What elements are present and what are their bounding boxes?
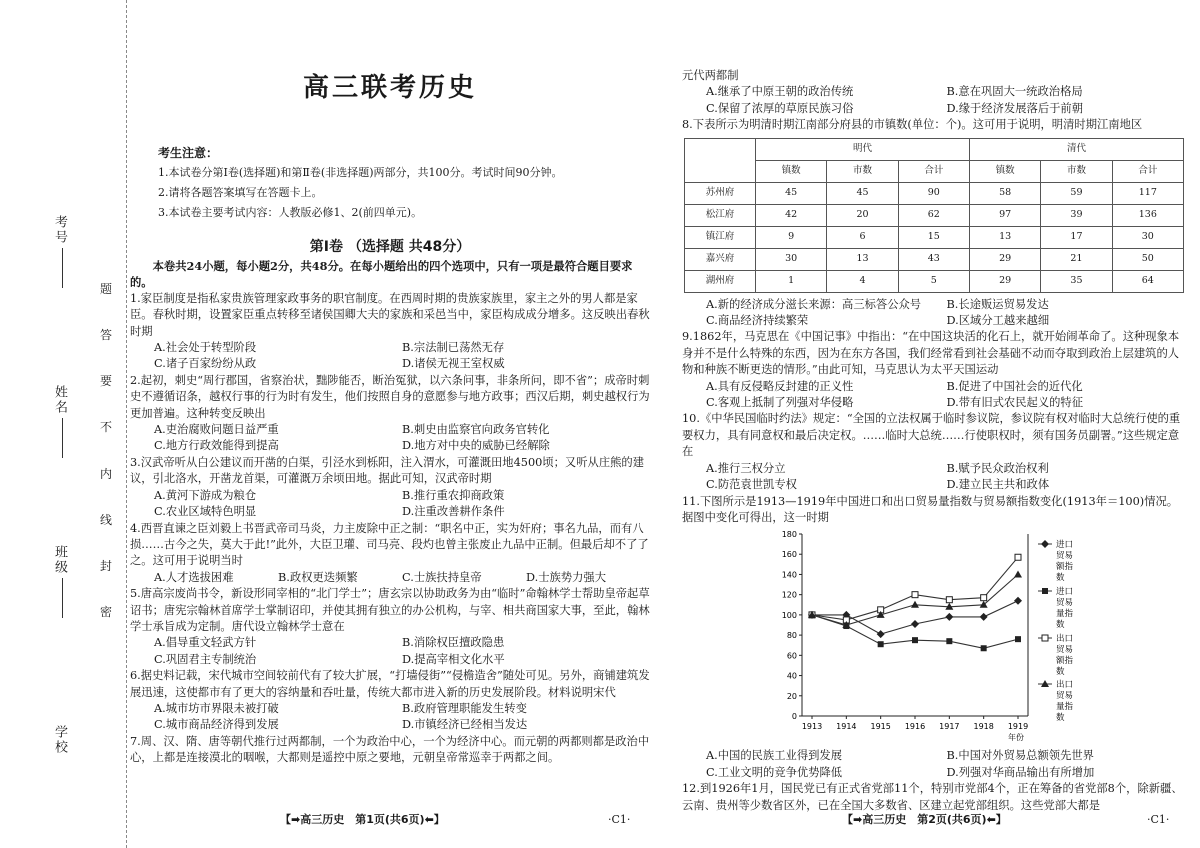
legend-label: 贸易 (1056, 551, 1074, 562)
question-9-options (682, 379, 1187, 412)
section-intro: 本卷共24小题，每小题2分，共48分。在每小题给出的四个选项中，只有一项是最符合题目要求的。 (130, 259, 633, 290)
table-row-label: 苏州府 (685, 182, 756, 204)
table-cell: 45 (756, 182, 827, 204)
series-point (1015, 636, 1021, 642)
option[interactable]: B.宗法制已荡然无存 (402, 341, 505, 355)
legend-label: 数 (1056, 620, 1065, 631)
binding-strip (0, 0, 127, 848)
school-label: 学校 (52, 725, 67, 755)
option[interactable]: C.城市商品经济得到发展 (154, 718, 279, 732)
notice-heading: 考生注意： (158, 146, 219, 160)
seal-line-text (96, 280, 116, 620)
series-point (877, 630, 885, 638)
table-cell: 13 (969, 226, 1040, 248)
legend-label: 贸易 (1056, 691, 1074, 702)
table-cell: 35 (1041, 270, 1112, 292)
legend-label: 出口 (1056, 680, 1074, 691)
market-town-table (684, 138, 1184, 293)
table-cell: 97 (969, 204, 1040, 226)
question-1-options (130, 340, 650, 373)
option[interactable]: B.消除权臣擅政隐患 (402, 636, 505, 650)
question-11-options (682, 748, 1187, 781)
option[interactable]: A.推行三权分立 (706, 461, 786, 475)
y-tick-label: 60 (786, 651, 797, 661)
series-point (946, 638, 952, 644)
name-line (62, 418, 63, 458)
option[interactable]: C.客观上抵制了列强对华侵略 (706, 396, 854, 410)
y-tick-label: 140 (781, 570, 797, 580)
x-axis-label: 年份 (1008, 733, 1024, 743)
option[interactable]: D.注重改善耕作条件 (402, 505, 505, 519)
option[interactable]: B.刺史由监察官向政务官转化 (402, 423, 550, 437)
question-2: 2.起初，刺史“周行郡国，省察治状，黜陟能否，断治冤狱，以六条问事，非条所问，即不省”；成帝时刺史不遵循诏条，越权行事的行为时有发生，他们按照自身的意愿参与地方政事；西汉后期，刺史越权行为更加普遍。这种转变反映出 (130, 373, 650, 420)
option[interactable]: D.提高宰相文化水平 (402, 652, 505, 666)
question-9: 9.1862年，马克思在《中国记事》中指出：“在中国这块活的化石上，就开始闹革命了。这种现象本身并不是什么特殊的东西，因为在东方各国，我们经常看到社会基础不动而夺取到政治上层建筑的人物和种族不断更迭的情形。”由此可知，马克思认为太平天国运动 (682, 330, 1180, 377)
option[interactable]: D.地方对中央的威胁已经解除 (402, 439, 550, 453)
question-3-options (130, 488, 650, 521)
option[interactable]: A.人才选拔困难 (154, 570, 234, 584)
table-cell: 5 (898, 270, 969, 292)
table-row-label: 镇江府 (685, 226, 756, 248)
page-2-flow (682, 68, 1187, 814)
option[interactable]: A.吏治腐败问题日益严重 (154, 423, 279, 437)
x-tick-label: 1916 (904, 722, 926, 732)
table-cell: 62 (898, 204, 969, 226)
page-1-code: ·C1· (608, 813, 631, 826)
legend-marker (1041, 540, 1049, 548)
legend-label: 数 (1056, 573, 1065, 584)
notice-item: 1.本试卷分第Ⅰ卷(选择题)和第Ⅱ卷(非选择题)两部分，共100分。考试时间90分钟。 (158, 166, 563, 179)
option[interactable]: C.工业文明的竞争优势降低 (706, 765, 843, 779)
series-point (912, 637, 918, 643)
trade-index-chart-svg (682, 526, 1187, 748)
table-cell: 30 (756, 248, 827, 270)
option[interactable]: D.列强对华商品输出有所增加 (946, 765, 1095, 779)
exam-number-line (62, 248, 63, 288)
table-cell: 64 (1112, 270, 1183, 292)
table-row (685, 204, 1184, 226)
section-title: 第Ⅰ卷 （选择题 共48分） (309, 239, 471, 255)
table-cell: 6 (827, 226, 898, 248)
option[interactable]: C.巩固君主专制统治 (154, 652, 257, 666)
table-row-label: 嘉兴府 (685, 248, 756, 270)
table-subheader: 合计 (898, 160, 969, 182)
table-row-label: 湖州府 (685, 270, 756, 292)
series-point (912, 592, 918, 598)
legend-label: 量指 (1056, 609, 1074, 620)
table-cell: 90 (898, 182, 969, 204)
legend-label: 进口 (1056, 587, 1074, 598)
option[interactable]: C.诸子百家纷纷从政 (154, 357, 257, 371)
series-point (911, 620, 919, 628)
series-point (911, 601, 919, 608)
option[interactable]: D.建立民主共和政体 (946, 478, 1050, 492)
table-cell: 17 (1041, 226, 1112, 248)
question-6: 6.据史料记载，宋代城市空间较前代有了较大扩展，“打墙侵街”“侵檐造舍”随处可见。另外，商铺建筑发展迅速，这使都市有了更大的容纳量和吞吐量，传统大都市进入新的历史发展阶段。材料说明宋代 (130, 669, 650, 699)
series-point (1014, 571, 1022, 578)
y-tick-label: 0 (791, 712, 797, 722)
option[interactable]: D.士族势力强大 (526, 570, 607, 584)
option[interactable]: D.缘于经济发展落后于前朝 (946, 101, 1084, 115)
question-12: 12.到1926年1月，国民党已有正式省党部11个，特别市党部4个，正在筹备的省党部8个，除新疆、云南、贵州等少数省区外，已在全国大多数省、区建立起党部组织。这些党部大都是 (682, 782, 1183, 812)
table-cell: 1 (756, 270, 827, 292)
option[interactable]: C.防范袁世凯专权 (706, 478, 797, 492)
page-2-code: ·C1· (1147, 813, 1170, 826)
option[interactable]: C.商品经济持续繁荣 (706, 314, 809, 328)
y-tick-label: 20 (786, 692, 797, 702)
question-4-options (130, 570, 650, 586)
x-tick-label: 1918 (973, 722, 994, 732)
table-cell: 4 (827, 270, 898, 292)
legend-label: 贸易 (1056, 598, 1074, 609)
series-point (981, 646, 987, 652)
option[interactable]: A.继承了中原王朝的政治传统 (706, 85, 854, 99)
series-line-3 (812, 558, 1018, 621)
table-subheader: 市数 (827, 160, 898, 182)
table-group-header: 明代 (756, 138, 970, 160)
option[interactable]: B.中国对外贸易总额领先世界 (946, 749, 1094, 763)
x-tick-label: 1917 (939, 722, 960, 732)
question-10: 10.《中华民国临时约法》规定：“全国的立法权属于临时参议院，参议院有权对临时大总统行使的重要权力，具有同意权和最后决定权。……临时大总统……行使职权时，须有国务员副署。”这些规定意在 (682, 412, 1181, 459)
legend-marker (1042, 588, 1048, 594)
table-subheader: 市数 (1041, 160, 1112, 182)
table-subheader: 镇数 (969, 160, 1040, 182)
class-label: 班级 (52, 545, 67, 575)
option[interactable]: A.新的经济成分滋长来源：高三标答公众号 (706, 297, 922, 311)
table-cell: 45 (827, 182, 898, 204)
question-1: 1.家臣制度是指私家贵族管理家政事务的职官制度。在西周时期的贵族家族里，家主之外的男人都是家臣。春秋时期，设置家臣重点转移至诸侯国卿大夫的家族和采邑当中，家臣构成成分增多。这反映出春秋时期 (130, 291, 650, 338)
option[interactable]: B.赋予民众政治权利 (946, 461, 1049, 475)
series-point (980, 613, 988, 621)
question-8-options (682, 297, 1187, 330)
series-point (878, 642, 884, 648)
seal-char: 封 (99, 558, 112, 573)
table-row (685, 248, 1184, 270)
option[interactable]: B.促进了中国社会的近代化 (946, 379, 1083, 393)
table-subheader: 合计 (1112, 160, 1183, 182)
seal-char: 答 (99, 328, 112, 343)
question-5: 5.唐高宗废尚书令，新设形同宰相的“北门学士”；唐玄宗以协助政务为由“临时”命翰林学士帮助皇帝起草诏书；唐宪宗翰林首席学士掌制诏印，并使其拥有独立的办公机构，与宰、相共商国家大事，至此，翰林学士承旨成为定制。唐代设立翰林学士意在 (130, 587, 650, 633)
option[interactable]: C.地方行政效能得到提高 (154, 439, 279, 453)
table-group-header: 清代 (969, 138, 1183, 160)
table-cell: 42 (756, 204, 827, 226)
legend-label: 贸易 (1056, 645, 1074, 656)
y-tick-label: 40 (786, 671, 797, 681)
legend-label: 额指 (1056, 656, 1074, 667)
table-cell: 21 (1041, 248, 1112, 270)
y-tick-label: 120 (781, 590, 797, 600)
table-cell: 43 (898, 248, 969, 270)
x-tick-label: 1915 (870, 722, 891, 732)
x-tick-label: 1914 (836, 722, 857, 732)
table-row (685, 182, 1184, 204)
table-cell: 15 (898, 226, 969, 248)
question-7-continued: 元代两都制 (682, 69, 739, 82)
exam-page-2 (660, 0, 1200, 848)
table-cell: 50 (1112, 248, 1183, 270)
seal-char: 题 (99, 282, 112, 296)
series-point (946, 597, 952, 603)
option[interactable]: B.政权更迭频繁 (278, 570, 358, 584)
table-subheader-row (685, 160, 1184, 182)
y-tick-label: 80 (786, 631, 797, 641)
table-cell: 136 (1112, 204, 1183, 226)
question-7: 7.周、汉、隋、唐等朝代推行过两都制，一个为政治中心，一个为经济中心。而元朝的两都则都是政治中心，上都是连接漠北的咽喉，大都则是遥控中原之要地，元朝皇帝常巡幸于两都之间。 (130, 734, 650, 765)
option[interactable]: B.长途贩运贸易发达 (946, 297, 1049, 311)
legend-label: 数 (1056, 667, 1065, 678)
table-cell: 59 (1041, 182, 1112, 204)
option[interactable]: A.具有反侵略反封建的正义性 (706, 379, 854, 393)
option[interactable]: C.保留了浓厚的草原民族习俗 (706, 101, 854, 115)
option[interactable]: B.政府管理职能发生转变 (402, 701, 527, 715)
legend-label: 额指 (1056, 562, 1074, 573)
series-point (945, 613, 953, 621)
option[interactable]: B.推行重农抑商政策 (402, 488, 505, 502)
legend-label: 量指 (1056, 702, 1074, 713)
question-10-options (682, 461, 1187, 494)
table-cell: 39 (1041, 204, 1112, 226)
question-4: 4.西晋直谏之臣刘毅上书晋武帝司马炎，力主废除中正之制：“职名中正，实为奸府；事名九品，而有八损……古今之失，莫大于此!”此外，大臣卫瓘、司马亮、段灼也曾主张废止九品中正制。但最后却不了了之。这可用于说明当时 (130, 521, 649, 568)
table-corner-cell (685, 138, 756, 182)
legend-label: 出口 (1056, 634, 1074, 645)
legend-label: 进口 (1056, 540, 1074, 551)
exam-number-label: 考号 (52, 215, 67, 245)
page-2-footer: 【➡高三历史 第2页(共6页)⬅】 (842, 813, 1007, 826)
exam-title: 高三联考历史 (302, 73, 477, 103)
table-cell: 9 (756, 226, 827, 248)
seal-char: 内 (99, 466, 112, 481)
class-line (62, 578, 63, 618)
table-row-label: 松江府 (685, 204, 756, 226)
table-header-row (685, 138, 1184, 160)
question-6-options (130, 701, 650, 734)
table-cell: 30 (1112, 226, 1183, 248)
notice-item: 3.本试卷主要考试内容：人教版必修1、2(前四单元)。 (158, 206, 423, 219)
y-tick-label: 160 (781, 550, 797, 560)
legend-label: 数 (1056, 713, 1065, 724)
table-row (685, 270, 1184, 292)
option[interactable]: A.社会处于转型阶段 (154, 341, 257, 355)
series-point (1015, 555, 1021, 561)
x-tick-label: 1919 (1007, 722, 1029, 732)
series-point (981, 595, 987, 601)
seal-char: 线 (99, 512, 112, 527)
table-cell: 58 (969, 182, 1040, 204)
table-cell: 29 (969, 248, 1040, 270)
option[interactable]: A.倡导重文轻武方针 (154, 636, 257, 650)
table-cell: 20 (827, 204, 898, 226)
option[interactable]: D.区域分工越来越细 (946, 314, 1050, 328)
trade-index-chart (682, 526, 1187, 748)
question-7-options (682, 84, 1187, 117)
series-point (1014, 597, 1022, 605)
question-3: 3.汉武帝听从白公建议而开凿的白渠，引泾水到栎阳，注入渭水，可灌溉田地4500顷；又听从庄熊的建议，引北洛水，开凿龙首渠，可灌溉万余顷田地。据此可知，汉武帝时期 (130, 455, 645, 486)
name-label: 姓名 (52, 385, 67, 415)
question-2-options (130, 422, 650, 455)
y-tick-label: 180 (781, 530, 797, 540)
option[interactable]: A.中国的民族工业得到发展 (706, 749, 843, 763)
page-1-footer: 【➡高三历史 第1页(共6页)⬅】 (280, 813, 445, 826)
option[interactable]: D.诸侯无视王室权威 (402, 357, 505, 371)
table-cell: 29 (969, 270, 1040, 292)
seal-char: 要 (99, 374, 112, 389)
table-cell: 13 (827, 248, 898, 270)
y-tick-label: 100 (781, 611, 797, 621)
legend-marker (1042, 635, 1048, 641)
question-8: 8.下表所示为明清时期江南部分府县的市镇数(单位：个)。这可用于说明，明清时期江南地区 (682, 118, 1143, 132)
option[interactable]: D.市镇经济已经相当发达 (402, 718, 528, 732)
option[interactable]: C.农业区域特色明显 (154, 505, 257, 519)
table-cell: 117 (1112, 182, 1183, 204)
x-tick-label: 1913 (801, 722, 823, 732)
notice-item: 2.请将各题答案填写在答题卡上。 (158, 186, 323, 199)
option[interactable]: C.士族扶持皇帝 (402, 570, 482, 584)
option[interactable]: A.黄河下游成为粮仓 (154, 488, 257, 502)
question-11: 11.下图所示是1913—1919年中国进口和出口贸易量指数与贸易额指数变化(1913年＝100)情况。据图中变化可得出，这一时期 (682, 494, 1179, 524)
option[interactable]: A.城市坊市界限未被打破 (154, 701, 279, 715)
table-subheader: 镇数 (756, 160, 827, 182)
candidate-notice (158, 143, 638, 223)
option[interactable]: D.带有旧式农民起义的特征 (946, 396, 1084, 410)
question-5-options (130, 635, 650, 668)
table-row (685, 226, 1184, 248)
question-list (130, 258, 650, 767)
seal-char: 密 (99, 604, 112, 619)
seal-char: 不 (99, 420, 112, 435)
option[interactable]: B.意在巩固大一统政治格局 (946, 85, 1083, 99)
